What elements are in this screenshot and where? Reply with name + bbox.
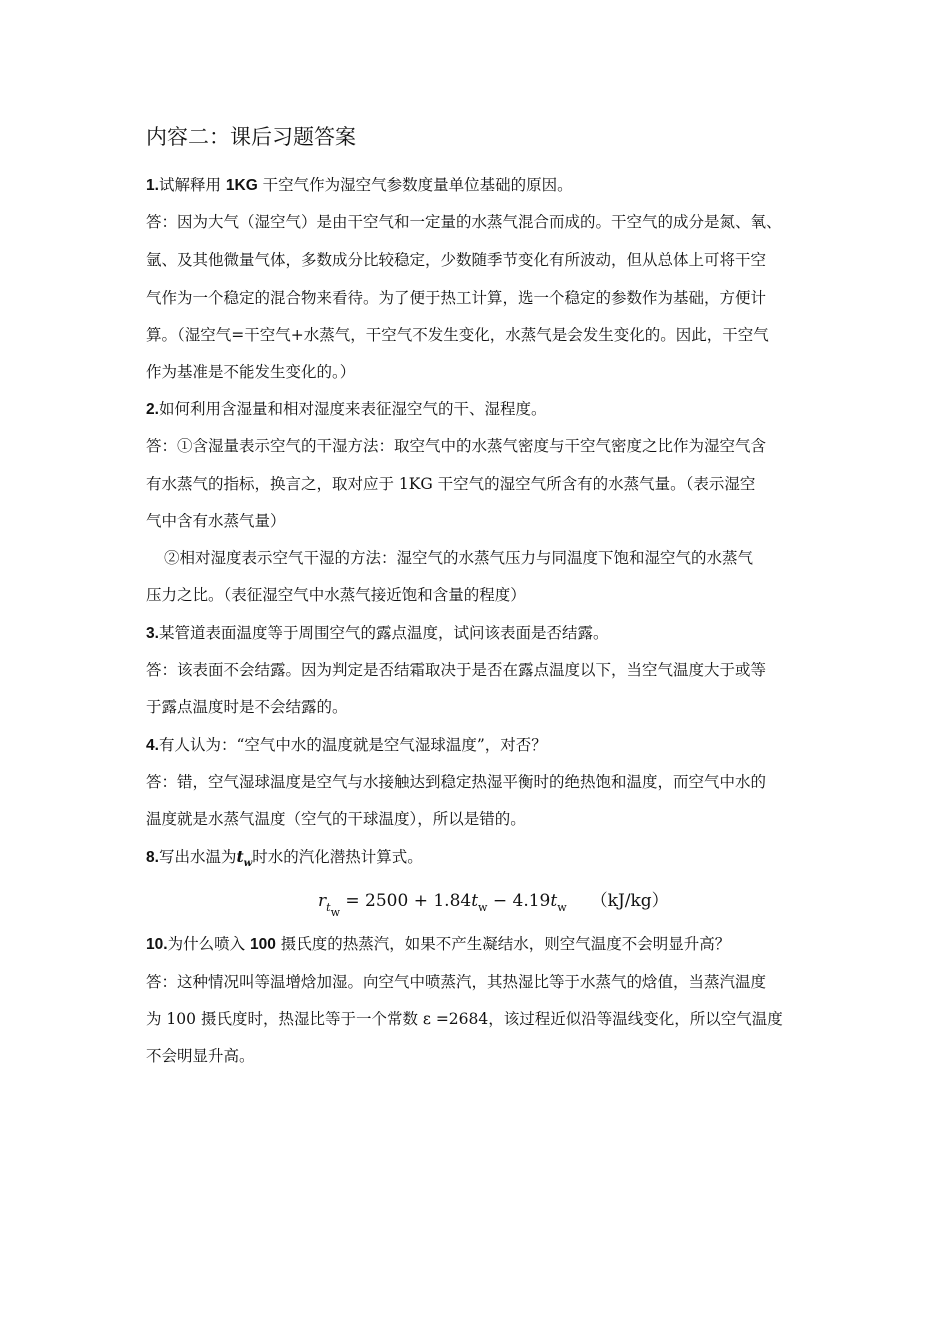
answer-1-line: 氩、及其他微量气体，多数成分比较稳定，少数随季节变化有所波动，但从总体上可将干空 <box>146 251 767 269</box>
answer-1-line: 答：因为大气（湿空气）是由干空气和一定量的水蒸气混合而成的。干空气的成分是氮、氧、 <box>146 213 782 231</box>
question-4-number: 4. <box>146 737 159 754</box>
answer-1-line: 气作为一个稳定的混合物来看待。为了便于热工计算，选一个稳定的参数作为基础，方便计 <box>146 289 767 307</box>
formula-unit: （kJ/kg） <box>590 891 669 911</box>
question-1 <box>146 175 573 196</box>
question-4-text: 有人认为：“空气中水的温度就是空气湿球温度”，对否？ <box>158 736 547 754</box>
answer-10-line: 为 100 摄氏度时，热湿比等于一个常数 ε =2684，该过程近似沿等温线变化，所以空气温度 <box>146 1010 783 1028</box>
formula-lhs-sub: tw <box>326 901 340 919</box>
answer-1-line: 作为基准是不能发生变化的。） <box>146 363 356 381</box>
answer-4-line: 温度就是水蒸气温度（空气的干球温度），所以是错的。 <box>146 810 526 828</box>
question-2 <box>146 399 546 420</box>
question-4 <box>146 735 547 756</box>
question-2-number: 2. <box>146 401 159 418</box>
formula-eq: = 2500 + 1.84 <box>339 891 472 911</box>
question-1-text-c: 干空气作为湿空气参数度量单位基础的原因。 <box>257 176 573 194</box>
formula-lhs: r <box>318 891 327 911</box>
answer-10-line: 不会明显升高。 <box>146 1047 255 1065</box>
question-10-number: 10. <box>146 936 168 953</box>
page-title: 内容二：课后习题答案 <box>146 125 356 149</box>
question-3 <box>146 623 608 644</box>
question-10-text-c: 摄氏度的热蒸汽，如果不产生凝结水，则空气温度不会明显升高？ <box>275 935 731 953</box>
answer-2-line: 有水蒸气的指标，换言之，取对应于 1KG 干空气的湿空气所含有的水蒸气量。（表示湿空 <box>146 475 756 493</box>
answer-1-line: 算。（湿空气=干空气+水蒸气，干空气不发生变化，水蒸气是会发生变化的。因此，干空气 <box>146 326 769 344</box>
answer-3-line: 答：该表面不会结露。因为判定是否结霜取决于是否在露点温度以下，当空气温度大于或等 <box>146 661 767 679</box>
formula-minus: − 4.19 <box>487 891 551 911</box>
question-2-text: 如何利用含湿量和相对湿度来表征湿空气的干、湿程度。 <box>158 400 547 418</box>
question-8-number: 8. <box>146 849 159 866</box>
question-3-number: 3. <box>146 625 159 642</box>
question-1-text-b: 1KG <box>225 177 258 194</box>
question-8 <box>146 847 423 874</box>
latent-heat-formula: $r_{t_w} = 2500 + 1.84t_w - 4.19t_w$ （kJ/kg） <box>318 891 669 919</box>
formula-t1: t <box>471 891 479 911</box>
tw-variable: $t_w$ <box>236 847 253 869</box>
answer-2-line: 答：①含湿量表示空气的干湿方法：取空气中的水蒸气密度与干空气密度之比作为湿空气含 <box>146 437 767 455</box>
question-10 <box>146 934 730 955</box>
question-3-text: 某管道表面温度等于周围空气的露点温度，试问该表面是否结露。 <box>158 624 609 642</box>
question-10-text-b: 100 <box>250 936 276 953</box>
formula-t2: t <box>550 891 558 911</box>
answer-2-line: ②相对湿度表示空气干湿的方法：湿空气的水蒸气压力与同温度下饱和湿空气的水蒸气 <box>164 549 754 567</box>
answer-2-line: 气中含有水蒸气量） <box>146 512 286 530</box>
answer-3-line: 于露点温度时是不会结露的。 <box>146 698 348 716</box>
question-1-text-a: 试解释用 <box>158 176 226 194</box>
question-8-text-b: 时水的汽化潜热计算式。 <box>252 848 423 866</box>
answer-2-line: 压力之比。（表征湿空气中水蒸气接近饱和含量的程度） <box>146 586 526 604</box>
answer-10-line: 答：这种情况叫等温增焓加湿。向空气中喷蒸汽，其热湿比等于水蒸气的焓值，当蒸汽温度 <box>146 973 767 991</box>
question-1-number: 1. <box>146 177 159 194</box>
question-8-text-a: 写出水温为 <box>158 848 237 866</box>
question-10-text-a: 为什么喷入 <box>167 935 250 953</box>
answer-4-line: 答：错，空气湿球温度是空气与水接触达到稳定热湿平衡时的绝热饱和温度，而空气中水的 <box>146 773 767 791</box>
